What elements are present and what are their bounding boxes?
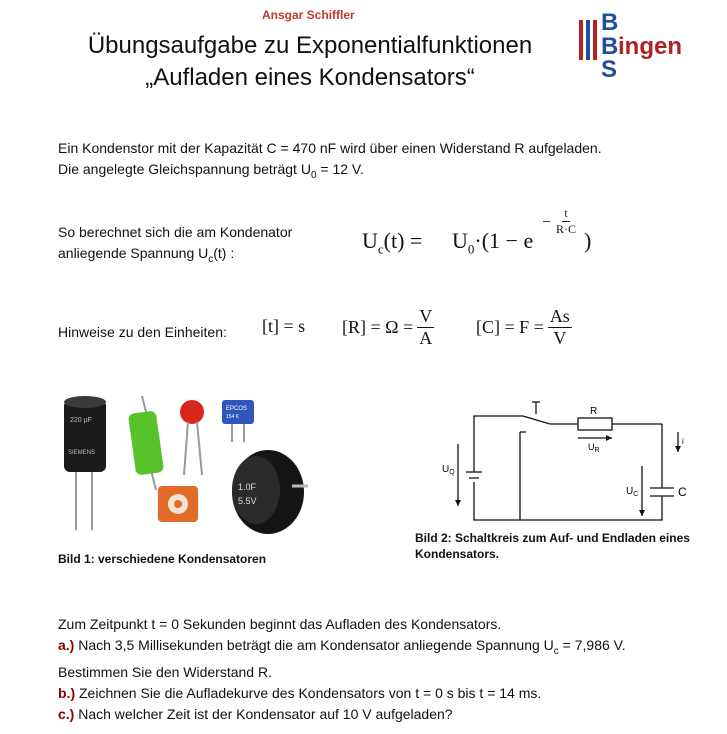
svg-text:1.0F: 1.0F	[238, 482, 257, 492]
intro-line-2: Die angelegte Gleichspannung beträgt $U_0 = 12$ V.	[58, 161, 364, 181]
exponent-sign: −	[542, 214, 552, 231]
svg-text:UR: $U_R$	[588, 442, 600, 454]
formula-close-paren: )	[584, 228, 592, 253]
exponent-numerator: t	[564, 206, 568, 220]
trimmer-capacitor-image	[158, 486, 198, 522]
figure2-caption-line-2: Kondensators.	[415, 547, 500, 561]
unit-capacitance-num: As	[549, 306, 570, 326]
figure2-caption-line-1: Bild 2: Schaltkreis zum Auf- und Endladen eines	[415, 531, 690, 545]
tasks-intro: Zum Zeitpunkt t = 0 Sekunden beginnt das Aufladen des Kondensators.	[58, 616, 502, 632]
task-b: b.) Zeichnen Sie die Aufladekurve des Kondensators von t = 0 s bis t = 14 ms.	[58, 684, 542, 701]
intro-text	[58, 138, 698, 186]
exponent-denominator: R·C	[556, 222, 577, 236]
svg-text:i: i	[682, 437, 684, 446]
svg-text:UC: $U_C$	[626, 486, 639, 498]
unit-resistance-num: V	[419, 306, 433, 326]
svg-text:UQ: $U_Q$	[442, 464, 455, 476]
svg-text:220 µF: 220 µF	[70, 417, 92, 424]
formula-description	[58, 222, 338, 270]
logo-letter-mid: B	[601, 33, 619, 60]
svg-text:R: R	[590, 406, 598, 417]
unit-resistance-den: A	[419, 328, 433, 348]
units-label: Hinweise zu den Einheiten:	[58, 324, 227, 340]
task-a-line-2: Bestimmen Sie den Widerstand R.	[58, 663, 272, 680]
green-capacitor-image	[128, 396, 164, 490]
exponent-fraction	[554, 206, 578, 237]
task-c: c.) Nach welcher Zeit ist der Kondensator auf 10 V aufgeladen?	[58, 705, 453, 722]
logo-word: ingen	[618, 33, 682, 60]
unit-capacitance-den: V	[553, 328, 567, 348]
svg-text:154 K: 154 K	[226, 414, 240, 420]
svg-text:5.5V: 5.5V	[238, 496, 257, 506]
unit-capacitance: [C] = F = $\frac{As}{V}$	[476, 306, 570, 348]
gold-capacitor-image	[232, 450, 308, 534]
red-capacitor-image	[180, 400, 204, 475]
svg-text:SIEMENS: SIEMENS	[68, 450, 96, 456]
circuit-diagram	[428, 392, 714, 532]
unit-resistance: [R] = Ω = $\frac{V}{A}$	[342, 306, 433, 348]
electrolytic-capacitor-image	[64, 396, 106, 530]
svg-text:EPCOS: EPCOS	[226, 406, 248, 412]
logo-letter-top: B	[601, 9, 619, 36]
title-line-2: „Aufladen eines Kondensators“	[145, 64, 475, 91]
author-name: Ansgar Schiffler	[262, 8, 355, 22]
capacitors-photo	[56, 390, 316, 548]
svg-text:C: C	[678, 485, 687, 499]
task-a: a.) Nach 3,5 Millisekunden beträgt die am Kondensator anliegende Spannung $U_c = 7,986$ V.	[58, 637, 626, 657]
formula-desc-line-1: So berechnet sich die am Kondenator	[58, 224, 293, 240]
formula-desc-line-2: anliegende Spannung $U_c(t)$ :	[58, 245, 235, 265]
unit-time: [t] = s	[262, 316, 306, 336]
title-line-1: Übungsaufgabe zu Exponentialfunktionen	[87, 32, 533, 59]
logo-letter-bottom: S	[601, 56, 618, 80]
charging-formula	[362, 206, 622, 266]
figure1-caption: Bild 1: verschiedene Kondensatoren	[58, 552, 267, 566]
tasks	[58, 614, 718, 725]
bbs-bingen-logo	[575, 8, 715, 80]
formula-rhs: $U_0\cdot(1 - e$	[452, 228, 534, 257]
blue-capacitor-image	[222, 400, 254, 442]
figure2-caption	[415, 530, 715, 562]
intro-line-1: Ein Kondenstor mit der Kapazität C = 470 nF wird über einen Widerstand R aufgeladen.	[58, 140, 602, 156]
page-title	[0, 30, 620, 94]
formula-lhs: $U_c(t)$ =	[362, 228, 423, 257]
